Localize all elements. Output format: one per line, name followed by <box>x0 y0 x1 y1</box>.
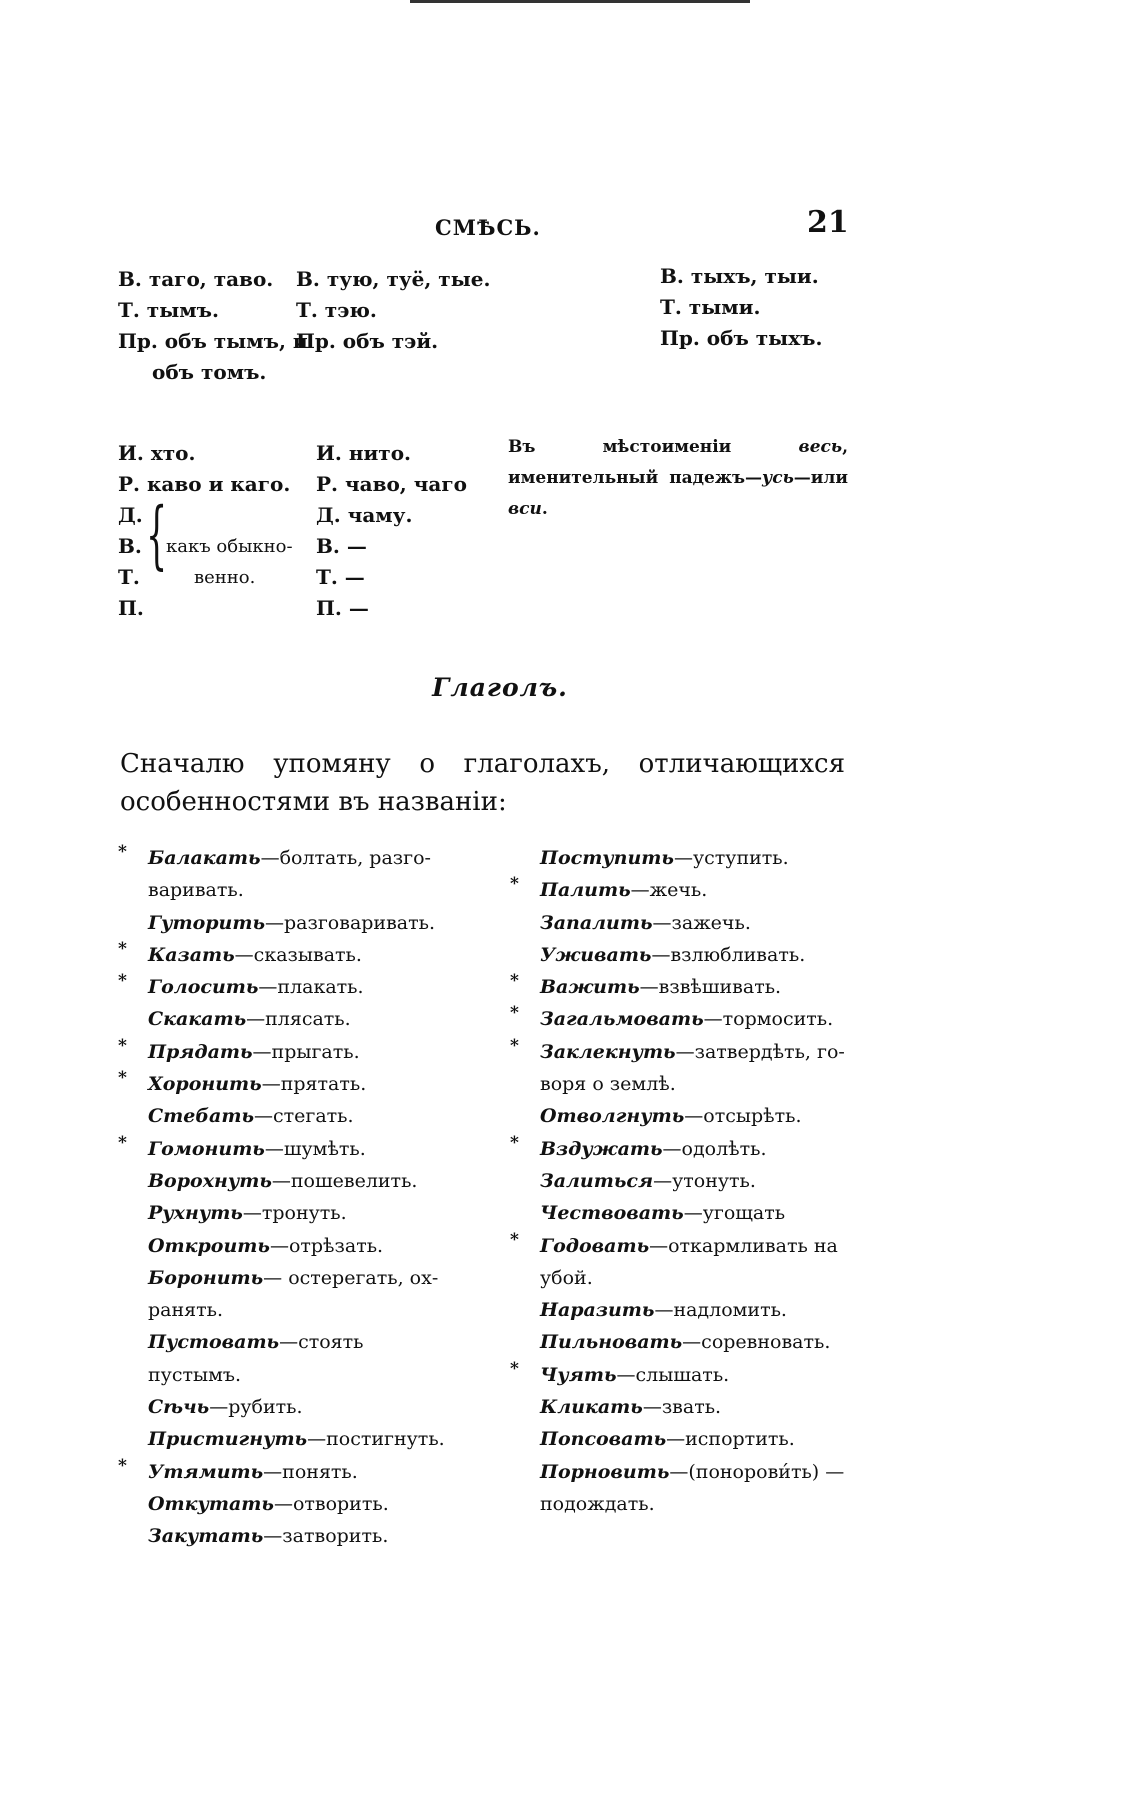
verb-meaning: —прятать. <box>261 1073 367 1096</box>
verb-entry <box>118 1003 460 1035</box>
verb-entry <box>118 1197 460 1229</box>
verb-meaning: —надломить. <box>654 1299 787 1322</box>
verb-meaning: —понять. <box>263 1460 358 1483</box>
verb-entry <box>510 1100 855 1132</box>
note-prefix: Въ мѣстоименіи <box>508 437 732 457</box>
verb-word: Важить <box>540 976 640 999</box>
decl-line: П. — <box>316 596 369 620</box>
verb-entry <box>510 1036 855 1068</box>
decl-bottom-col2 <box>316 438 467 624</box>
verb-word: Вздужать <box>540 1137 663 1160</box>
verb-entry <box>510 1003 855 1035</box>
verb-meaning: —затвердѣть, го- <box>675 1040 845 1063</box>
verb-entry <box>118 1100 460 1132</box>
pronoun-note <box>508 432 848 525</box>
decl-line: Т. тымъ. <box>118 298 219 322</box>
brace-symbol: { <box>146 492 168 578</box>
verb-meaning: —зажечь. <box>652 911 751 934</box>
decl-line: Д. <box>118 503 143 527</box>
verb-meaning: —тормосить. <box>703 1008 834 1031</box>
verb-entry <box>510 939 855 971</box>
verb-entry <box>118 939 460 971</box>
verb-meaning: —соревновать. <box>682 1331 831 1354</box>
verb-meaning: —взвѣшивать. <box>639 976 782 999</box>
verb-entry <box>118 842 460 874</box>
top-rule <box>410 0 750 3</box>
verb-word: Утямить <box>148 1460 264 1483</box>
verb-meaning: —прыгать. <box>252 1040 360 1063</box>
brace-note-line: какъ обыкно- <box>166 536 293 557</box>
verb-entry <box>510 1197 855 1229</box>
decl-line: И. нито. <box>316 441 411 465</box>
verb-meaning: —рубить. <box>209 1396 303 1419</box>
verb-word: Закутать <box>148 1525 264 1548</box>
verb-entry <box>510 1133 855 1165</box>
verb-entry <box>118 971 460 1003</box>
decl-line: В. — <box>316 534 367 558</box>
note-word: вси <box>508 499 542 519</box>
verb-entry <box>510 1423 855 1455</box>
verb-meaning: —постигнуть. <box>307 1428 445 1451</box>
verb-word: Хоронить <box>148 1073 262 1096</box>
note-end: . <box>541 499 548 519</box>
verb-entry <box>118 1165 460 1197</box>
verb-entry <box>118 1326 460 1391</box>
note-word: усь <box>762 468 794 488</box>
verb-meaning: —взлюбливать. <box>651 943 806 966</box>
verb-entry <box>510 842 855 874</box>
brace-note-line: венно. <box>194 567 256 588</box>
decl-line: Т. тыми. <box>660 295 761 319</box>
verb-entry <box>118 1133 460 1165</box>
verb-word: Порновить <box>540 1460 670 1483</box>
verb-entry <box>118 1262 460 1294</box>
note-middle: , именительный падежъ— <box>508 437 848 488</box>
running-head: СМѢСЬ. <box>435 215 541 240</box>
decl-top-col1 <box>118 264 308 388</box>
verb-word: Боронить <box>148 1266 264 1289</box>
decl-line: Пр. объ тыхъ. <box>660 326 823 350</box>
decl-top-col2 <box>296 264 490 357</box>
verb-entry <box>118 1456 460 1488</box>
verb-word: Уживать <box>540 943 652 966</box>
verb-meaning: —отрѣзать. <box>269 1234 384 1257</box>
verb-word: Гомонить <box>148 1137 265 1160</box>
verb-word: Балакать <box>148 847 261 869</box>
verb-meaning: —шумѣть. <box>264 1137 366 1160</box>
decl-line: В. таго, таво. <box>118 267 274 291</box>
verb-meaning-continuation: воря о землѣ. <box>540 1073 676 1096</box>
verb-entry <box>118 1391 460 1423</box>
verb-meaning: —одолѣть. <box>662 1137 767 1160</box>
verb-meaning: —сказывать. <box>234 943 362 966</box>
verb-word: Поступить <box>540 847 674 869</box>
verb-meaning-continuation: ранять. <box>148 1299 224 1322</box>
verb-entry <box>510 1165 855 1197</box>
verb-entry <box>510 1230 855 1262</box>
decl-line: объ томъ. <box>152 360 267 384</box>
verb-word: Пристигнуть <box>148 1428 308 1451</box>
decl-line: Пр. объ тымъ, и <box>118 329 308 353</box>
verb-meaning: —(понорови́ть) — <box>669 1460 845 1483</box>
verb-meaning-continuation: убой. <box>540 1266 593 1289</box>
verb-meaning-continuation: варивать. <box>148 879 244 902</box>
verb-meaning-continuation: подождать. <box>540 1492 655 1515</box>
verb-word: Откутать <box>148 1492 274 1515</box>
verb-entry <box>510 1391 855 1423</box>
verb-word: Чествовать <box>540 1202 684 1225</box>
note-or: —или <box>793 468 848 488</box>
verb-meaning: —откармливать на <box>649 1234 838 1257</box>
verb-meaning: — остерегать, ох- <box>263 1266 439 1289</box>
verb-word: Чуять <box>540 1363 617 1386</box>
verb-meaning: —плакать. <box>258 976 364 999</box>
decl-line: Пр. объ тэй. <box>296 329 439 353</box>
verb-entry <box>118 1036 460 1068</box>
verb-meaning: —слышать. <box>616 1363 730 1386</box>
verb-meaning: —разговаривать. <box>265 911 436 934</box>
verb-entry <box>510 1456 855 1488</box>
section-heading: Глаголъ. <box>432 673 568 702</box>
verb-meaning: —плясать. <box>246 1008 351 1031</box>
verb-word: Палить <box>540 879 631 902</box>
decl-line: И. хто. <box>118 441 196 465</box>
verb-meaning: —отворить. <box>273 1492 389 1515</box>
decl-line: В. <box>118 534 142 558</box>
verbs-right-column <box>510 842 855 1520</box>
verb-entry <box>118 907 460 939</box>
verb-meaning: —болтать, разго- <box>260 847 431 869</box>
decl-line: Д. чаму. <box>316 503 413 527</box>
verb-meaning: —стоять пустымъ. <box>148 1331 364 1386</box>
verb-entry <box>510 1359 855 1391</box>
verb-entry <box>510 874 855 906</box>
verb-entry <box>118 1068 460 1100</box>
decl-line: В. тую, туё, тые. <box>296 267 491 291</box>
verbs-left-column <box>118 842 460 1553</box>
verb-meaning: —стегать. <box>253 1105 354 1128</box>
brace-note <box>166 531 293 593</box>
verb-word: Скакать <box>148 1008 247 1031</box>
decl-line: Р. каво и каго. <box>118 472 291 496</box>
verb-word: Стебать <box>148 1105 254 1128</box>
page-number: 21 <box>807 205 849 240</box>
decl-line: П. <box>118 596 144 620</box>
note-word: весь <box>798 437 843 457</box>
verb-meaning: —угощать <box>683 1202 786 1225</box>
verb-meaning: —утонуть. <box>653 1169 756 1192</box>
verb-entry <box>510 1294 855 1326</box>
verb-word: Залиться <box>540 1169 654 1192</box>
verb-meaning: —испортить. <box>666 1428 795 1451</box>
verb-entry <box>510 907 855 939</box>
decl-line: В. тыхъ, тыи. <box>660 264 819 288</box>
verb-meaning: —тронуть. <box>242 1202 347 1225</box>
decl-top-col3 <box>660 261 822 354</box>
verb-entry <box>118 1520 460 1552</box>
verb-entry <box>510 971 855 1003</box>
verb-meaning: —уступить. <box>673 847 789 869</box>
verb-entry <box>510 1326 855 1358</box>
verb-word: Годовать <box>540 1234 650 1257</box>
verb-word: Голосить <box>148 976 259 999</box>
decl-line: Т. тэю. <box>296 298 377 322</box>
verb-word: Наразить <box>540 1299 655 1322</box>
verb-word: Заклекнуть <box>540 1040 676 1063</box>
verb-word: Ворохнуть <box>148 1169 272 1192</box>
verb-meaning: —жечь. <box>630 879 708 902</box>
decl-line: Т. — <box>316 565 365 589</box>
verb-word: Сѣчь <box>148 1396 210 1419</box>
verb-meaning: —затворить. <box>263 1525 389 1548</box>
verb-word: Попсовать <box>540 1428 667 1451</box>
verb-meaning: —звать. <box>642 1396 722 1419</box>
verb-word: Казать <box>148 943 235 966</box>
decl-line: Р. чаво, чаго <box>316 472 467 496</box>
verb-entry <box>118 1230 460 1262</box>
verb-word: Отволгнуть <box>540 1105 685 1128</box>
intro-paragraph: Сначалю упомяну о глаголахъ, отличающихся особенностями въ названіи: <box>120 749 845 817</box>
verb-word: Рухнуть <box>148 1202 243 1225</box>
decl-line: Т. <box>118 565 140 589</box>
verb-word: Пустовать <box>148 1331 280 1354</box>
verb-entry <box>118 1488 460 1520</box>
verb-word: Пильновать <box>540 1331 683 1354</box>
verb-word: Кликать <box>540 1396 643 1419</box>
verb-word: Загальмовать <box>540 1008 704 1031</box>
verb-word: Гуторить <box>148 911 265 934</box>
verb-word: Запалить <box>540 911 653 934</box>
verb-word: Прядать <box>148 1040 253 1063</box>
verb-meaning: —отсырѣть. <box>684 1105 802 1128</box>
verb-word: Откроить <box>148 1234 270 1257</box>
verb-entry <box>118 1423 460 1455</box>
verb-meaning: —пошевелить. <box>271 1169 418 1192</box>
